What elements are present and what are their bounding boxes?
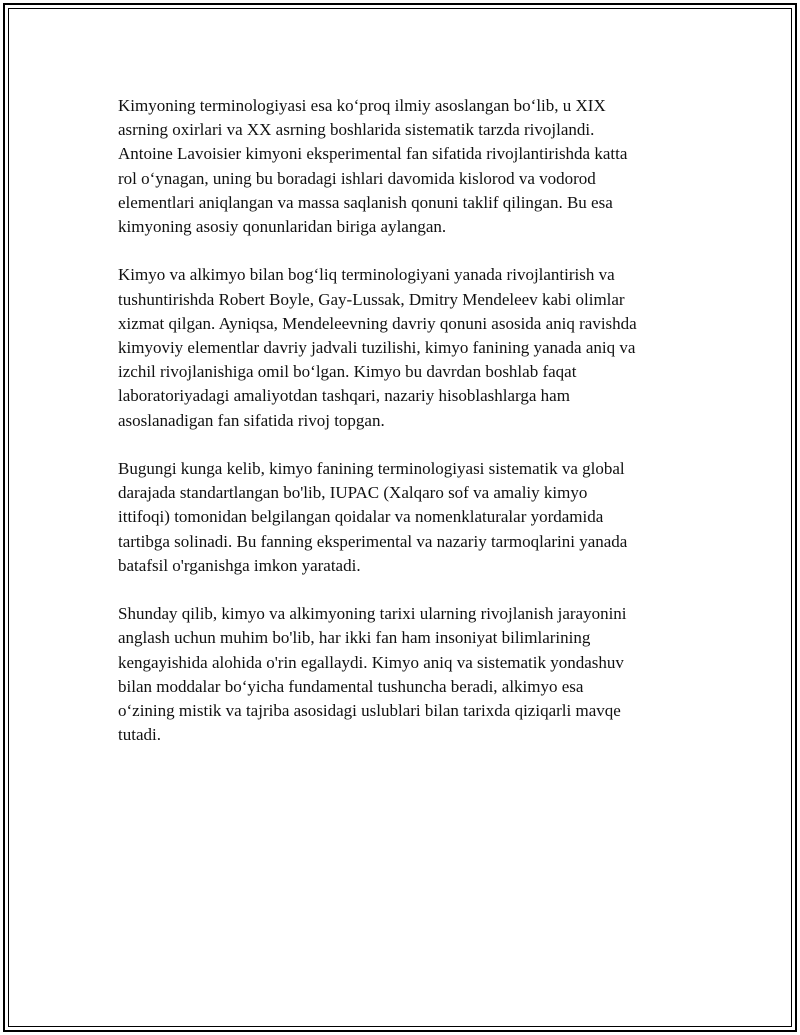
document-body [118,94,678,747]
text-line: izchil rivojlanishiga omil bo‘lgan. Kimyo bu davrdan boshlab faqat [118,362,577,382]
text-line: Antoine Lavoisier kimyoni eksperimental fan sifatida rivojlantirishda katta [118,144,628,164]
paragraph-4 [118,602,678,747]
text-line: rol o‘ynagan, uning bu boradagi ishlari davomida kislorod va vodorod [118,168,596,188]
text-line: Kimyo va alkimyo bilan bog‘liq terminologiyani yanada rivojlantirish va [118,265,615,285]
text-line: xizmat qilgan. Ayniqsa, Mendeleevning davriy qonuni asosida aniq ravishda [118,313,637,333]
text-line: asoslanadigan fan sifatida rivoj topgan. [118,410,385,430]
text-line: kengayishida alohida o'rin egallaydi. Kimyo aniq va sistematik yondashuv [118,652,624,672]
text-line: darajada standartlangan bo'lib, IUPAC (Xalqaro sof va amaliy kimyo [118,483,588,503]
paragraph-3 [118,457,678,578]
paragraph-1 [118,94,678,239]
text-line: Bugungi kunga kelib, kimyo fanining terminologiyasi sistematik va global [118,459,625,479]
text-line: batafsil o'rganishga imkon yaratadi. [118,555,361,575]
text-line: tushuntirishda Robert Boyle, Gay-Lussak, Dmitry Mendeleev kabi olimlar [118,289,625,309]
text-line: tutadi. [118,725,161,745]
text-line: Kimyoning terminologiyasi esa ko‘proq ilmiy asoslangan bo‘lib, u XIX [118,96,606,115]
text-line: asrning oxirlari va XX asrning boshlarida sistematik tarzda rivojlandi. [118,120,595,140]
text-line: anglash uchun muhim bo'lib, har ikki fan ham insoniyat bilimlarining [118,628,591,648]
text-line: bilan moddalar bo‘yicha fundamental tushuncha beradi, alkimyo esa [118,676,584,696]
text-line: o‘zining mistik va tajriba asosidagi uslublari bilan tarixda qiziqarli mavqe [118,701,621,721]
text-line: kimyoning asosiy qonunlaridan biriga aylangan. [118,217,447,237]
text-line: elementlari aniqlangan va massa saqlanish qonuni taklif qilingan. Bu esa [118,192,613,212]
text-line: Shunday qilib, kimyo va alkimyoning tarixi ularning rivojlanish jarayonini [118,604,627,624]
text-line: tartibga solinadi. Bu fanning eksperimental va nazariy tarmoqlarini yanada [118,531,628,551]
text-line: laboratoriyadagi amaliyotdan tashqari, nazariy hisoblashlarga ham [118,386,570,406]
text-line: kimyoviy elementlar davriy jadvali tuzilishi, kimyo fanining yanada aniq va [118,338,636,358]
paragraph-2 [118,263,678,432]
text-line: ittifoqi) tomonidan belgilangan qoidalar va nomenklaturalar yordamida [118,507,604,527]
